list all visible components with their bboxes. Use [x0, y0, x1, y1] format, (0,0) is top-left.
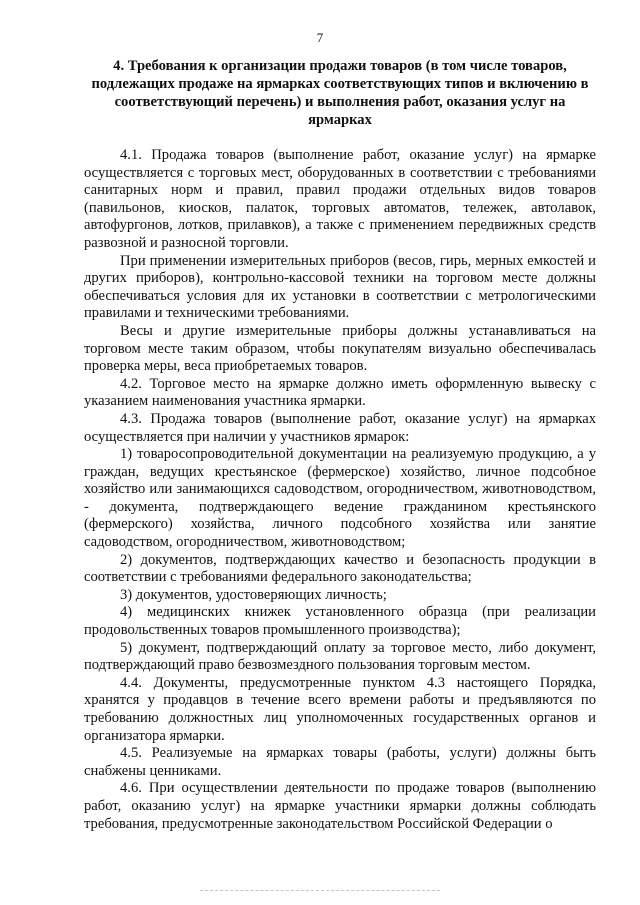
paragraph-4-3: 4.3. Продажа товаров (выполнение работ, оказание услуг) на ярмарках осуществляется при наличии у участников ярмарок: [84, 410, 596, 445]
paragraph-4-6: 4.6. При осуществлении деятельности по продаже товаров (выполнению работ, оказанию услуг) на ярмарке участники ярмарки должны соблюдать требования, предусмотренные законодательством Российской Федерации о [84, 780, 596, 832]
paragraph-4-1: 4.1. Продажа товаров (выполнение работ, оказание услуг) на ярмарке осуществляется с торговых мест, оборудованных в соответствии с требованиями санитарных норм и правил, правил продажи отдельных видов товаров (павильонов, киосков, палаток, торговых автоматов, тележек, автолавок, автофургонов, лотков, прилавков), а также с применением передвижных средств развозной и разносной торговли. [84, 147, 596, 251]
paragraph-scales: Весы и другие измерительные приборы должны устанавливаться на торговом месте таким образом, чтобы покупателям визуально обеспечивалась проверка меры, веса приобретаемых товаров. [84, 322, 596, 375]
body-text [84, 147, 596, 833]
page-number: 7 [316, 30, 324, 45]
list-item-5: 5) документ, подтверждающий оплату за торговое место, либо документ, подтверждающий право безвозмездного пользования торговым местом. [84, 639, 596, 674]
list-item-2: 2) документов, подтверждающих качество и безопасность продукции в соответствии с требованиями федерального законодательства; [84, 551, 596, 586]
paragraph-4-5: 4.5. Реализуемые на ярмарках товары (работы, услуги) должны быть снабжены ценниками. [84, 745, 596, 779]
paragraph-4-4: 4.4. Документы, предусмотренные пунктом 4.3 настоящего Порядка, хранятся у продавцов в течение всего времени работы и предъявляются по требованию должностных лиц уполномоченных государственных органов и организатора ярмарки. [84, 674, 596, 744]
list-item-1: 1) товаросопроводительной документации на реализуемую продукцию, а у граждан, ведущих крестьянское (фермерское) хозяйство, личное подсобное хозяйство или занимающихся садоводством, огородничеством, животноводством, - документа, подтверждающего ведение гражданином крестьянского (фермерского) хозяйства, личного подсобного хозяйства или занятие садоводством, огородничеством, животноводством; [84, 446, 596, 551]
list-item-3: 3) документов, удостоверяющих личность; [120, 586, 387, 603]
paragraph-measuring-devices: При применении измерительных приборов (весов, гирь, мерных емкостей и других приборов), контрольно-кассовой техники на торговом месте должны обеспечиваться условия для их установки в соответствии с метрологическими правилами и техническими требованиями. [84, 252, 596, 322]
page-bottom-divider [200, 890, 440, 891]
paragraph-4-2: 4.2. Торговое место на ярмарке должно иметь оформленную вывеску с указанием наименования участника ярмарки. [84, 375, 596, 410]
section-heading: 4. Требования к организации продажи товаров (в том числе товаров, подлежащих продаже на ярмарках соответствующих типов и включению в соответствующий перечень) и выполнения работ, оказания услуг на ярмарках [91, 58, 589, 128]
list-item-4: 4) медицинских книжек установленного образца (при реализации продовольственных товаров промышленного производства); [84, 604, 596, 639]
